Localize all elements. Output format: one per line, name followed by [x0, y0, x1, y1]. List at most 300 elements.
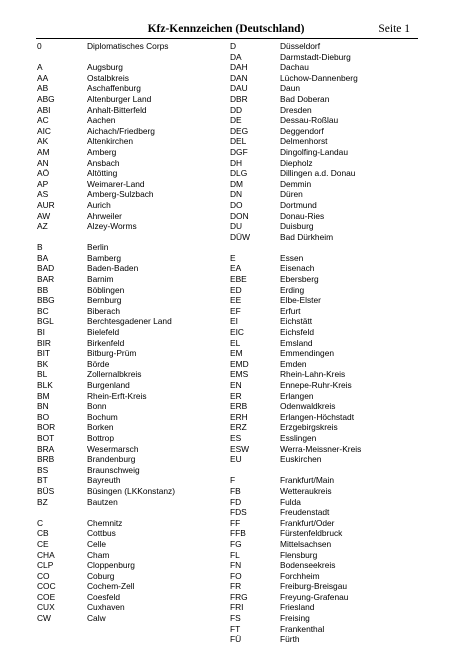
plate-entry [230, 306, 361, 317]
district-name: Bodenseekreis [280, 560, 336, 571]
plate-code: DGF [230, 146, 248, 157]
district-name: Odenwaldkreis [280, 401, 336, 412]
plate-entry [37, 105, 175, 116]
plate-code: DN [230, 189, 243, 200]
plate-code: DU [230, 221, 243, 232]
plate-code: BB [37, 284, 49, 295]
plate-code: B [37, 242, 43, 253]
plate-entry [230, 465, 361, 476]
plate-code: DE [230, 115, 242, 126]
plate-code: CB [37, 528, 49, 539]
plate-code: BGL [37, 316, 54, 327]
district-name: Wesermarsch [87, 443, 139, 454]
plate-code: EMD [230, 358, 249, 369]
plate-entry [230, 550, 361, 561]
district-name: Eichstätt [280, 316, 313, 327]
district-name: Borken [87, 422, 114, 433]
district-name: Ostalbkreis [87, 72, 129, 83]
plate-code: BA [37, 252, 49, 263]
plate-code: BAR [37, 274, 55, 285]
district-name: Aichach/Friedberg [87, 125, 155, 136]
district-name: Cochem-Zell [87, 581, 135, 592]
district-name: Ahrweiler [87, 210, 122, 221]
plate-entry [37, 454, 175, 465]
plate-entry [37, 200, 175, 211]
plate-entry [37, 359, 175, 370]
plate-code: AIC [37, 125, 51, 136]
district-name: Deggendorf [280, 125, 324, 136]
plate-entry [37, 41, 175, 52]
plate-entry [230, 486, 361, 497]
district-name: Amberg-Sulzbach [87, 189, 154, 200]
plate-code: FB [230, 485, 241, 496]
district-name: Ennepe-Ruhr-Kreis [280, 380, 352, 390]
district-name: Dessau-Roßlau [280, 115, 339, 126]
plate-entry [37, 497, 175, 508]
plate-code: DH [230, 157, 243, 168]
plate-entry [37, 380, 175, 391]
right-column [230, 41, 361, 645]
district-name: Barnim [87, 274, 114, 285]
plate-entry [230, 528, 361, 539]
plate-entry [37, 348, 175, 359]
plate-code: AZ [37, 221, 48, 232]
plate-entry [230, 613, 361, 624]
plate-entry [230, 507, 361, 518]
district-name: Frankfurt/Main [280, 475, 334, 486]
district-name: Emsland [280, 337, 313, 348]
plate-code: BC [37, 305, 49, 316]
plate-entry [37, 158, 175, 169]
district-name: Cham [87, 549, 110, 560]
plate-entry [230, 221, 361, 232]
plate-code: DO [230, 199, 243, 210]
plate-code: BIT [37, 348, 51, 359]
district-name: Erlangen-Höchstadt [280, 411, 355, 422]
district-name: Mittelsachsen [280, 538, 332, 549]
plate-code: BI [37, 327, 45, 338]
plate-entry [37, 550, 175, 561]
district-name: Euskirchen [280, 454, 322, 465]
district-name: Dachau [280, 62, 309, 73]
plate-code: ABI [37, 104, 51, 115]
district-name: Baden-Baden [87, 263, 139, 274]
plate-entry [37, 232, 175, 243]
plate-code: AS [37, 189, 49, 200]
district-name: Düsseldorf [280, 41, 321, 51]
plate-code: AP [37, 178, 49, 189]
district-name: Celle [87, 538, 107, 549]
plate-code: DBR [230, 93, 248, 104]
plate-code: EU [230, 454, 242, 465]
plate-entry [37, 571, 175, 582]
plate-entry [230, 338, 361, 349]
plate-entry [230, 581, 361, 592]
plate-code: FFB [230, 528, 246, 539]
district-name: Donau-Ries [280, 210, 325, 221]
plate-entry [230, 348, 361, 359]
plate-code: DAH [230, 62, 248, 73]
plate-entry [37, 592, 175, 603]
district-name: Weimarer-Land [87, 178, 145, 189]
plate-entry [230, 179, 361, 190]
plate-entry [230, 401, 361, 412]
plate-entry [230, 62, 361, 73]
plate-code: FG [230, 538, 242, 549]
district-name: Coburg [87, 570, 115, 581]
plate-code: ES [230, 432, 242, 443]
plate-entry [230, 232, 361, 243]
plate-code: BRA [37, 443, 55, 454]
plate-code: BÜS [37, 485, 55, 496]
plate-entry [37, 147, 175, 158]
plate-entry [230, 189, 361, 200]
district-name: Diplomatisches Corps [87, 41, 169, 51]
district-name: Bamberg [87, 252, 121, 263]
plate-entry [37, 62, 175, 73]
district-name: Duisburg [280, 221, 314, 232]
plate-entry [230, 602, 361, 613]
district-name: Aurich [87, 199, 111, 210]
district-name: Amberg [87, 146, 117, 157]
district-name: Friesland [280, 602, 315, 613]
plate-code: CE [37, 538, 49, 549]
district-name: Birkenfeld [87, 337, 125, 348]
district-name: Bottrop [87, 432, 115, 443]
district-name: Elbe-Elster [280, 295, 321, 306]
plate-entry [37, 83, 175, 94]
plate-code: EBE [230, 274, 247, 285]
district-name: Ansbach [87, 157, 120, 168]
district-name: Forchheim [280, 570, 320, 581]
district-name: Altenkirchen [87, 136, 134, 147]
plate-entry [230, 359, 361, 370]
plate-code: FD [230, 496, 242, 507]
district-name: Essen [280, 252, 304, 263]
plate-code: BOR [37, 422, 56, 433]
plate-entry [230, 592, 361, 603]
plate-entry [37, 581, 175, 592]
plate-entry [230, 571, 361, 582]
plate-entry [230, 274, 361, 285]
plate-code: AK [37, 136, 49, 147]
district-name: Rhein-Lahn-Kreis [280, 369, 346, 380]
plate-code: EA [230, 263, 242, 274]
district-name: Dingolfing-Landau [280, 146, 348, 157]
district-name: Freudenstadt [280, 507, 330, 518]
plate-code: AM [37, 146, 50, 157]
district-name: Bielefeld [87, 327, 120, 338]
plate-entry [37, 613, 175, 624]
plate-entry [37, 242, 175, 253]
plate-entry [37, 211, 175, 222]
district-name: Coesfeld [87, 591, 121, 602]
plate-entry [230, 422, 361, 433]
district-name: Wetteraukreis [280, 485, 332, 496]
plate-code: DEG [230, 125, 249, 136]
district-name: Erzgebirgskreis [280, 422, 338, 433]
plate-code: F [230, 475, 236, 486]
district-name: Esslingen [280, 432, 317, 443]
plate-code: FO [230, 570, 242, 581]
plate-code: EMS [230, 369, 249, 380]
district-name: Altenburger Land [87, 93, 152, 104]
plate-entry [230, 391, 361, 402]
district-name: Büsingen (LKKonstanz) [87, 485, 175, 496]
district-name: Eisenach [280, 263, 315, 274]
district-name: Bonn [87, 401, 107, 412]
district-name: Braunschweig [87, 464, 140, 475]
plate-entry [37, 369, 175, 380]
plate-code: AB [37, 83, 49, 94]
district-name: Aachen [87, 115, 116, 126]
plate-code: EI [230, 316, 238, 327]
district-name: Düren [280, 189, 303, 200]
plate-entry [230, 369, 361, 380]
plate-entry [230, 285, 361, 296]
plate-code: FL [230, 549, 240, 560]
plate-code: DD [230, 104, 243, 115]
plate-entry [230, 147, 361, 158]
plate-code: BT [37, 475, 48, 486]
plate-entry [230, 242, 361, 253]
plate-entry [37, 412, 175, 423]
plate-entry [37, 560, 175, 571]
district-name: Bad Doberan [280, 93, 330, 104]
plate-code: BOT [37, 432, 55, 443]
plate-code: C [37, 517, 44, 528]
plate-code: FR [230, 581, 242, 592]
plate-entry [37, 179, 175, 190]
plate-code: FT [230, 623, 241, 634]
district-name: Aschaffenburg [87, 83, 141, 94]
plate-code: BS [37, 464, 49, 475]
plate-code: BN [37, 401, 49, 412]
plate-code: EM [230, 348, 243, 359]
district-name: Fürth [280, 634, 300, 645]
plate-entry [37, 274, 175, 285]
district-name: Emmendingen [280, 348, 335, 359]
district-name: Augsburg [87, 62, 123, 73]
plate-code: EL [230, 337, 241, 348]
plate-entry [37, 422, 175, 433]
plate-entry [37, 465, 175, 476]
plate-entry [37, 126, 175, 137]
plate-entry [37, 94, 175, 105]
plate-entry [230, 433, 361, 444]
plate-code: ER [230, 390, 242, 401]
district-name: Böblingen [87, 284, 125, 295]
district-name: Daun [280, 83, 301, 94]
plate-entry [37, 285, 175, 296]
district-name: Emden [280, 358, 307, 369]
plate-code: AC [37, 115, 49, 126]
plate-entry [37, 391, 175, 402]
district-name: Fulda [280, 496, 301, 507]
plate-code: DON [230, 210, 249, 221]
plate-entry [37, 433, 175, 444]
district-name: Delmenhorst [280, 136, 328, 147]
plate-code: EF [230, 305, 241, 316]
district-name: Darmstadt-Dieburg [280, 51, 351, 62]
plate-code: BM [37, 390, 50, 401]
plate-code: BZ [37, 496, 48, 507]
plate-code: FF [230, 517, 241, 528]
plate-code: ERB [230, 401, 248, 412]
district-name: Werra-Meissner-Kreis [280, 443, 362, 454]
plate-code: EE [230, 295, 242, 306]
plate-code: DM [230, 178, 244, 189]
header-rule [36, 38, 418, 39]
district-name: Rhein-Erft-Kreis [87, 390, 147, 401]
plate-entry [230, 105, 361, 116]
district-name: Frankenthal [280, 623, 325, 634]
district-name: Cloppenburg [87, 560, 135, 571]
district-name: Lüchow-Dannenberg [280, 72, 358, 83]
plate-entry [37, 295, 175, 306]
plate-entry [230, 115, 361, 126]
plate-entry [230, 168, 361, 179]
plate-code: BBG [37, 295, 55, 306]
district-name: Dillingen a.d. Donau [280, 168, 356, 179]
plate-entry [230, 41, 361, 52]
plate-code: BIR [37, 337, 51, 348]
plate-entry [37, 221, 175, 232]
plate-code: DEL [230, 136, 247, 147]
plate-entry [230, 295, 361, 306]
plate-entry [37, 486, 175, 497]
plate-entry [230, 444, 361, 455]
plate-code: AA [37, 72, 49, 83]
plate-code: BLK [37, 380, 53, 390]
plate-code: BRB [37, 454, 55, 465]
district-name: Eichsfeld [280, 327, 314, 338]
plate-entry [230, 518, 361, 529]
plate-code: AUR [37, 199, 55, 210]
plate-entry [230, 158, 361, 169]
plate-entry [37, 475, 175, 486]
plate-entry [37, 518, 175, 529]
plate-entry [230, 126, 361, 137]
plate-entry [230, 211, 361, 222]
plate-code: 0 [37, 41, 42, 51]
district-name: Bernburg [87, 295, 122, 306]
district-name: Bochum [87, 411, 118, 422]
plate-code: FRG [230, 591, 248, 602]
district-name: Freising [280, 613, 310, 624]
plate-entry [37, 306, 175, 317]
district-name: Erding [280, 284, 305, 295]
plate-code: CUX [37, 602, 55, 613]
plate-code: BAD [37, 263, 55, 274]
plate-entry [230, 624, 361, 635]
plate-entry [230, 539, 361, 550]
plate-entry [230, 263, 361, 274]
plate-code: BK [37, 358, 49, 369]
plate-code: DÜW [230, 231, 251, 242]
plate-entry [230, 497, 361, 508]
plate-entry [230, 253, 361, 264]
district-name: Erfurt [280, 305, 301, 316]
district-name: Flensburg [280, 549, 318, 560]
plate-code: AÖ [37, 168, 50, 179]
plate-entry [37, 539, 175, 550]
district-name: Chemnitz [87, 517, 123, 528]
left-column [37, 41, 175, 624]
district-name: Dortmund [280, 199, 317, 210]
plate-code: EN [230, 380, 242, 390]
plate-entry [230, 136, 361, 147]
plate-code: CO [37, 570, 50, 581]
plate-code: DAN [230, 72, 248, 83]
district-name: Bayreuth [87, 475, 121, 486]
district-name: Erlangen [280, 390, 314, 401]
district-name: Diepholz [280, 157, 313, 168]
plate-entry [37, 316, 175, 327]
district-name: Burgenland [87, 380, 130, 390]
plate-entry [37, 327, 175, 338]
plate-entry [37, 263, 175, 274]
plate-code: FÜ [230, 634, 242, 645]
plate-entry [37, 507, 175, 518]
plate-code: AN [37, 157, 49, 168]
plate-code: CHA [37, 549, 55, 560]
plate-entry [230, 316, 361, 327]
district-name: Calw [87, 613, 106, 624]
plate-entry [37, 168, 175, 179]
plate-code: COC [37, 581, 56, 592]
plate-code: DAU [230, 83, 248, 94]
plate-entry [37, 602, 175, 613]
plate-code: FRI [230, 602, 244, 613]
plate-entry [37, 444, 175, 455]
plate-entry [230, 475, 361, 486]
page-number: Seite 1 [378, 23, 410, 35]
plate-code: D [230, 41, 237, 51]
plate-code: EIC [230, 327, 244, 338]
plate-entry [230, 380, 361, 391]
plate-entry [37, 73, 175, 84]
district-name: Frankfurt/Oder [280, 517, 335, 528]
district-name: Demmin [280, 178, 312, 189]
district-name: Dresden [280, 104, 312, 115]
district-name: Börde [87, 358, 110, 369]
plate-code: FDS [230, 507, 247, 518]
plate-code: FS [230, 613, 241, 624]
plate-code: E [230, 252, 236, 263]
district-name: Alzey-Worms [87, 221, 137, 232]
plate-code: COE [37, 591, 56, 602]
district-name: Fürstenfeldbruck [280, 528, 343, 539]
district-name: Bitburg-Prüm [87, 348, 137, 359]
plate-code: ABG [37, 93, 55, 104]
plate-entry [230, 52, 361, 63]
district-name: Anhalt-Bitterfeld [87, 104, 147, 115]
plate-code: ERZ [230, 422, 247, 433]
plate-code: CLP [37, 560, 54, 571]
plate-code: BL [37, 369, 48, 380]
plate-entry [37, 136, 175, 147]
plate-entry [230, 412, 361, 423]
plate-code: ED [230, 284, 242, 295]
district-name: Altötting [87, 168, 118, 179]
plate-code: DLG [230, 168, 248, 179]
plate-code: DA [230, 51, 242, 62]
district-name: Brandenburg [87, 454, 136, 465]
district-name: Cuxhaven [87, 602, 125, 613]
district-name: Berlin [87, 242, 109, 253]
plate-entry [230, 94, 361, 105]
